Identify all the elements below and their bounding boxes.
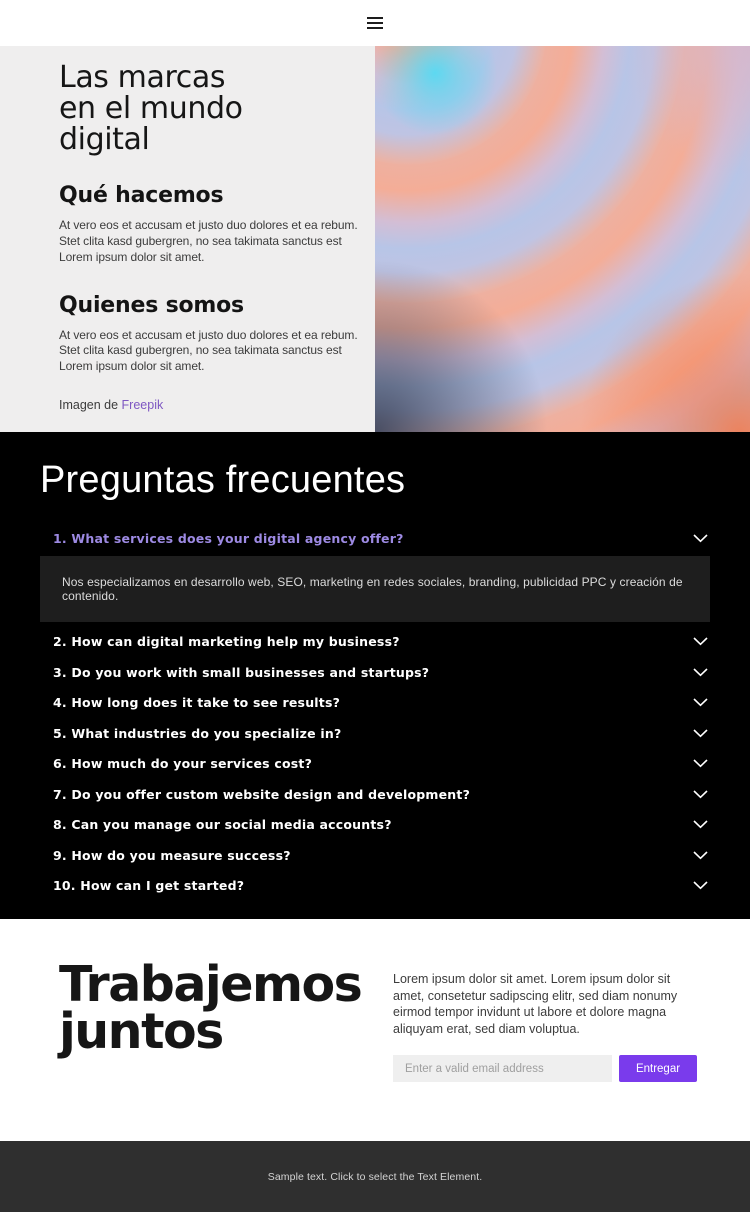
faq-answer-text: Nos especializamos en desarrollo web, SEO, marketing en redes sociales, branding, publicidad PPC y creación de contenido. <box>62 574 683 603</box>
chevron-down-icon <box>693 851 708 860</box>
faq-item-5[interactable] <box>40 718 710 749</box>
faq-question: 4. How long does it take to see results? <box>53 695 341 711</box>
email-input[interactable] <box>393 1055 612 1082</box>
faq-question: 9. How do you measure success? <box>53 847 291 863</box>
faq-item-10[interactable] <box>40 871 710 902</box>
faq-question: 3. Do you work with small businesses and startups? <box>53 664 430 680</box>
hero-text-column <box>0 46 375 432</box>
hero-paragraph-who-we-are: At vero eos et accusam et justo duo dolores et ea rebum. Stet clita kasd gubergren, no sea takimata sanctus est Lorem ipsum dolor sit amet. <box>59 327 358 374</box>
cta-paragraph: Lorem ipsum dolor sit amet. Lorem ipsum dolor sit amet, consetetur sadipscing elitr, sed diam nonumy eirmod tempor invidunt ut labore et dolore magna aliquyam erat, sed diam voluptua. <box>393 972 678 1036</box>
faq-item-2[interactable] <box>40 627 710 658</box>
chevron-down-icon <box>693 534 708 543</box>
submit-button[interactable]: Entregar <box>619 1055 697 1082</box>
faq-item-6[interactable] <box>40 749 710 780</box>
freepik-link[interactable]: Freepik <box>121 398 164 413</box>
faq-section <box>0 432 750 919</box>
faq-item-9[interactable] <box>40 840 710 871</box>
chevron-down-icon <box>693 729 708 738</box>
image-credit-prefix: Imagen de <box>59 398 122 413</box>
hero-subheading-who-we-are: Quienes somos <box>59 292 244 318</box>
faq-question: 1. What services does your digital agency offer? <box>53 530 404 546</box>
top-navbar <box>0 0 750 46</box>
faq-question: 2. How can digital marketing help my business? <box>53 634 400 650</box>
footer-text[interactable]: Sample text. Click to select the Text Element. <box>267 1170 483 1183</box>
chevron-down-icon <box>693 881 708 890</box>
cta-title: Trabajemos juntos <box>59 956 362 1061</box>
faq-question: 6. How much do your services cost? <box>53 756 313 772</box>
cta-section <box>0 919 750 1141</box>
chevron-down-icon <box>693 698 708 707</box>
chevron-down-icon <box>693 668 708 677</box>
hamburger-menu-icon[interactable] <box>361 12 389 34</box>
faq-item-1[interactable] <box>40 523 710 554</box>
chevron-down-icon <box>693 790 708 799</box>
chevron-down-icon <box>693 759 708 768</box>
faq-item-8[interactable] <box>40 810 710 841</box>
image-credit <box>59 398 359 412</box>
hero-subheading-what-we-do: Qué hacemos <box>59 182 224 208</box>
faq-question: 5. What industries do you specialize in? <box>53 725 342 741</box>
faq-question: 10. How can I get started? <box>53 878 245 894</box>
faq-list <box>40 523 710 901</box>
faq-question: 8. Can you manage our social media accounts? <box>53 817 392 833</box>
newsletter-form <box>393 1055 697 1082</box>
hero-title: Las marcas en el mundo digital <box>59 60 243 157</box>
faq-item-7[interactable] <box>40 779 710 810</box>
hero-section <box>0 46 750 432</box>
faq-question: 7. Do you offer custom website design and development? <box>53 786 471 802</box>
chevron-down-icon <box>693 637 708 646</box>
faq-item-3[interactable] <box>40 657 710 688</box>
hero-abstract-image <box>375 46 750 432</box>
hero-paragraph-what-we-do: At vero eos et accusam et justo duo dolores et ea rebum. Stet clita kasd gubergren, no sea takimata sanctus est Lorem ipsum dolor sit amet. <box>59 217 358 264</box>
chevron-down-icon <box>693 820 708 829</box>
footer <box>0 1141 750 1212</box>
faq-item-4[interactable] <box>40 688 710 719</box>
faq-answer-panel <box>40 556 710 622</box>
faq-title: Preguntas frecuentes <box>40 459 406 501</box>
